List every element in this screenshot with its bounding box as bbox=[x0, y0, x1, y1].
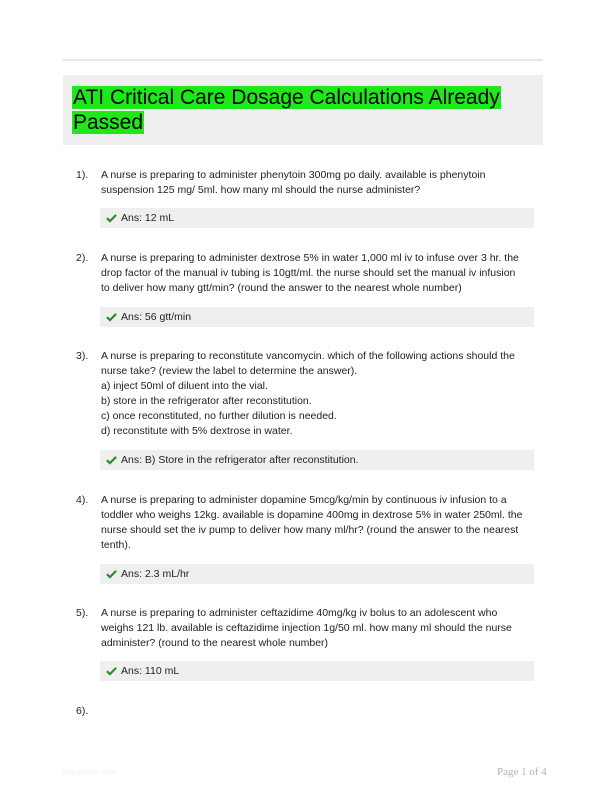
question-text: A nurse is preparing to administer dextrose 5% in water 1,000 ml iv to infuse over 3 hr. the drop factor of the manual iv tubing is 10gtt/ml. the nurse should set the manual iv infusion to deliver how many gtt/min? (round the answer to the nearest whole number) bbox=[101, 252, 519, 294]
question-text: A nurse is preparing to administer dopamine 5mcg/kg/min by continuous iv infusion to a toddler who weighs 12kg. available is dopamine 400mg in dextrose 5% in water 250ml. the nurse should set the iv pump to deliver how many ml/hr? (round the answer to the nearest tenth). bbox=[101, 494, 523, 551]
document-title: ATI Critical Care Dosage Calculations Already Passed bbox=[73, 86, 500, 134]
question-text: A nurse is preparing to administer phenytoin 300mg po daily. available is phenytoin suspension 125 mg/ 5ml. how many ml should the nurse administer? bbox=[101, 169, 486, 196]
answer-text: Ans: B) Store in the refrigerator after reconstitution. bbox=[121, 454, 359, 466]
question-number: 6). bbox=[76, 705, 89, 717]
page-indicator: Page 1 of 4 bbox=[497, 766, 547, 778]
answer-box bbox=[100, 450, 534, 470]
question-text: A nurse is preparing to administer ceftazidime 40mg/kg iv bolus to an adolescent who weighs 121 lb. available is ceftazidime injection 1g/50 ml. how many ml should the nurse administer? (round to the nearest whole number) bbox=[101, 607, 512, 649]
checkmark-icon bbox=[106, 666, 117, 676]
question-number: 1). bbox=[76, 169, 89, 181]
answer-text: Ans: 2.3 mL/hr bbox=[121, 568, 190, 580]
checkmark-icon bbox=[106, 569, 117, 579]
answer-text: Ans: 110 mL bbox=[121, 665, 180, 677]
answer-box bbox=[100, 307, 534, 327]
question-number: 5). bbox=[76, 607, 89, 619]
title-banner bbox=[63, 75, 543, 145]
answer-box bbox=[100, 208, 534, 228]
answer-text: Ans: 56 gtt/min bbox=[121, 311, 192, 323]
question-number: 4). bbox=[76, 494, 89, 506]
question-text: A nurse is preparing to reconstitute vancomycin. which of the following actions should the nurse take? (review the label to determine the answer). a) inject 50ml of diluent into the vial. b) store in the refrigerator after reconstitution. c) once reconstituted, no further dilution is needed. d) reconstitute with 5% dextrose in water. bbox=[101, 350, 515, 437]
answer-box bbox=[100, 564, 534, 584]
checkmark-icon bbox=[106, 213, 117, 223]
footer-watermark: Papertribe.com bbox=[62, 768, 117, 777]
answer-box bbox=[100, 661, 534, 681]
question-number: 2). bbox=[76, 252, 89, 264]
top-divider bbox=[63, 59, 543, 61]
question-number: 3). bbox=[76, 350, 89, 362]
checkmark-icon bbox=[106, 455, 117, 465]
checkmark-icon bbox=[106, 312, 117, 322]
answer-text: Ans: 12 mL bbox=[121, 212, 175, 224]
